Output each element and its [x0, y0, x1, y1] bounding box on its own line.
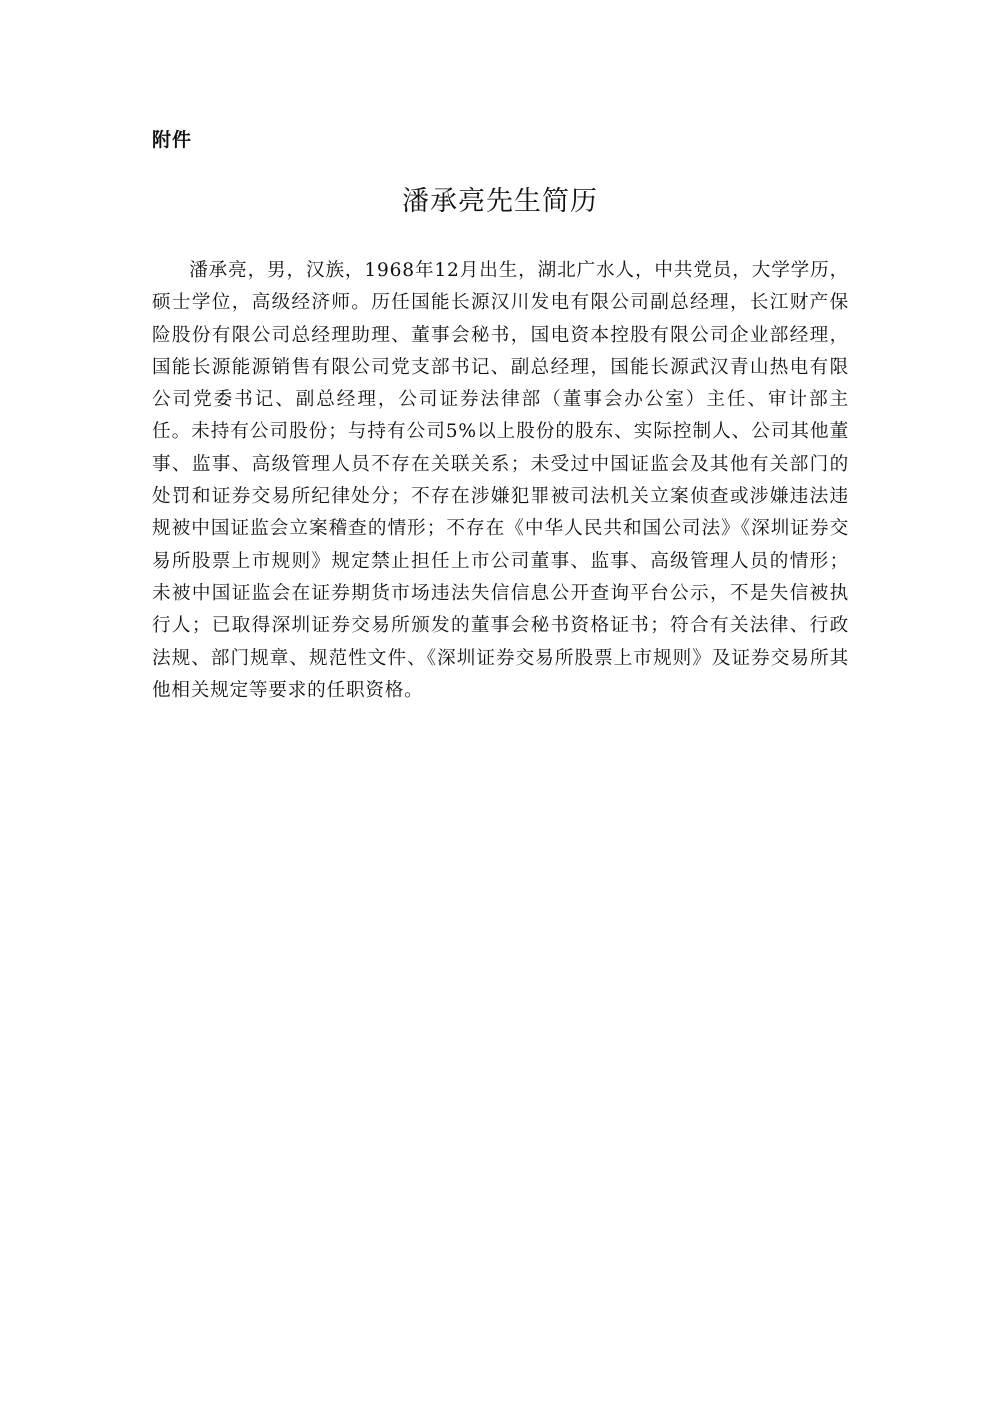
- document-title: 潘承亮先生简历: [402, 186, 598, 217]
- biography-paragraph: 潘承亮，男，汉族，1968年12月出生，湖北广水人，中共党员，大学学历，硕士学位，高级经济师。历任国能长源汉川发电有限公司副总经理，长江财产保险股份有限公司总经理助理、董事会秘书，国电资本控股有限公司企业部经理，国能长源能源销售有限公司党支部书记、副总经理，国能长源武汉青山热电有限公司党委书记、副总经理，公司证券法律部（董事会办公室）主任、审计部主任。未持有公司股份；与持有公司5%以上股份的股东、实际控制人、公司其他董事、监事、高级管理人员不存在关联关系；未受过中国证监会及其他有关部门的处罚和证券交易所纪律处分；不存在涉嫌犯罪被司法机关立案侦查或涉嫌违法违规被中国证监会立案稽查的情形；不存在《中华人民共和国公司法》《深圳证券交易所股票上市规则》规定禁止担任上市公司董事、监事、高级管理人员的情形；未被中国证监会在证券期货市场违法失信信息公开查询平台公示，不是失信被执行人；已取得深圳证券交易所颁发的董事会秘书资格证书；符合有关法律、行政法规、部门规章、规范性文件、《深圳证券交易所股票上市规则》及证券交易所其他相关规定等要求的任职资格。: [152, 260, 849, 701]
- attachment-label: 附件: [152, 129, 193, 151]
